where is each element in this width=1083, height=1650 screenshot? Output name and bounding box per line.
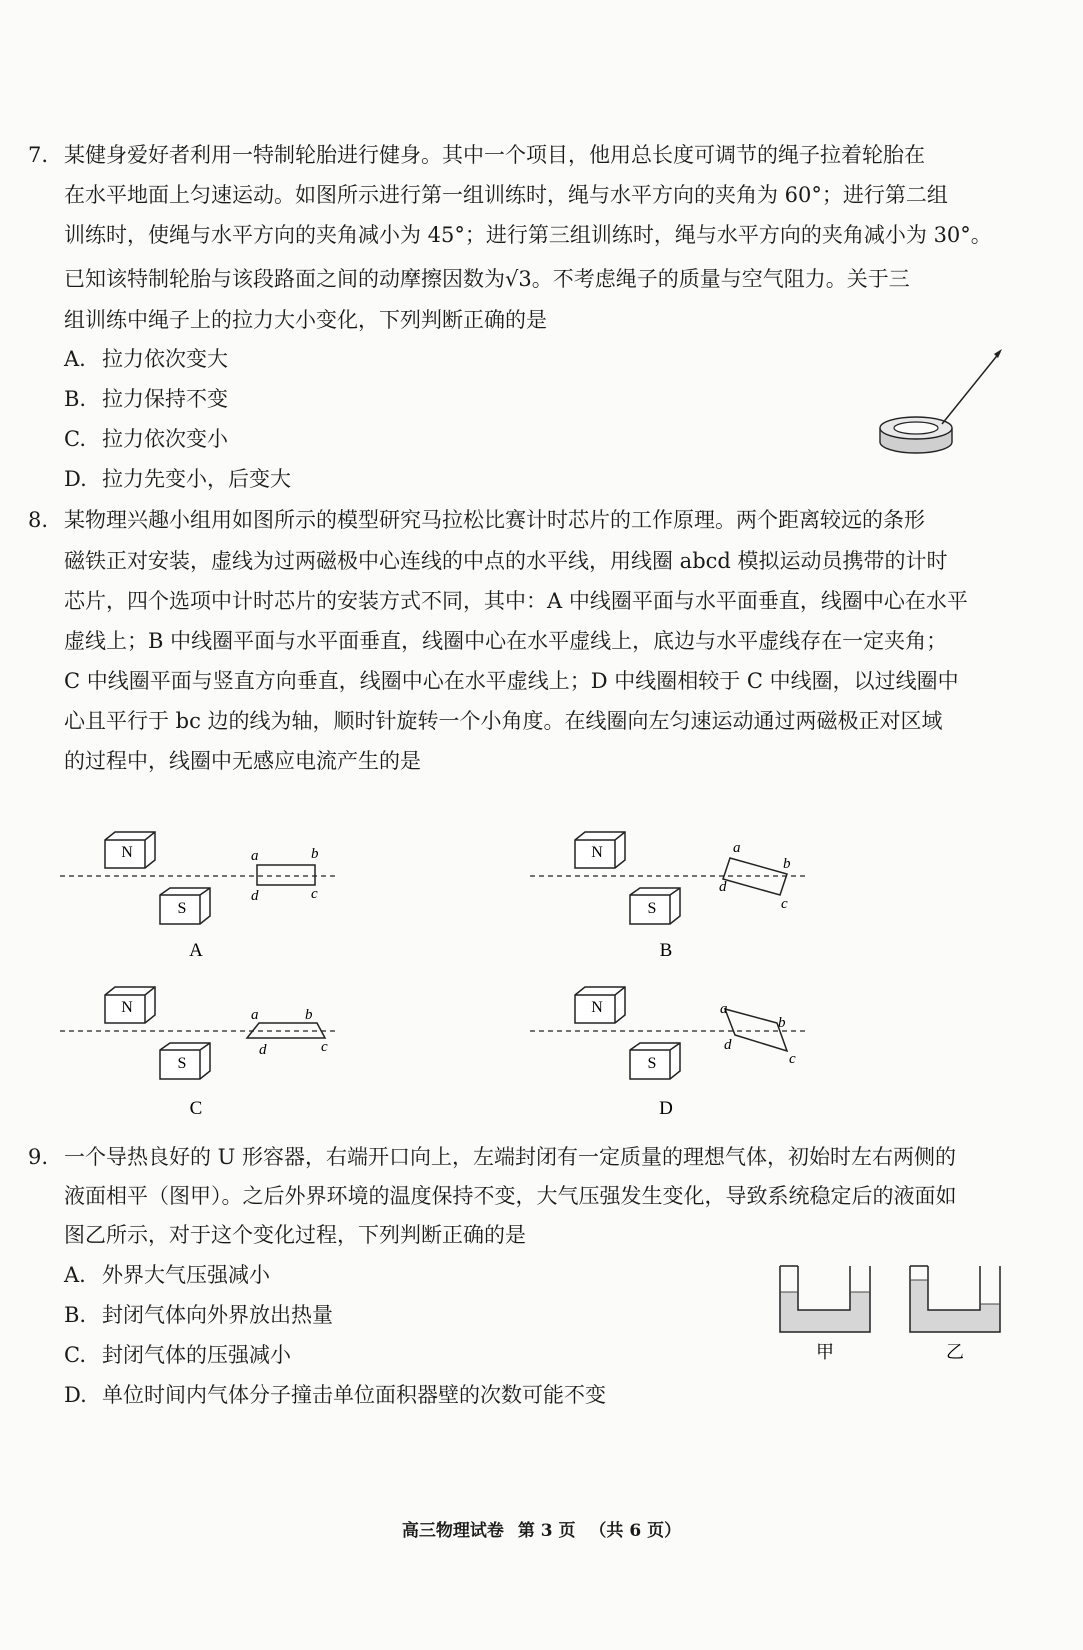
north-magnet — [105, 987, 155, 1023]
figure-label-yi: 乙 — [946, 1342, 964, 1362]
question-7-line-4: 已知该特制轮胎与该段路面之间的动摩擦因数为√3。不考虑绳子的质量与空气阻力。关于三 — [64, 267, 910, 291]
south-magnet — [160, 888, 210, 924]
south-magnet — [160, 1043, 210, 1079]
question-8-line-2: 磁铁正对安装，虚线为过两磁极中心连线的中点的水平线，用线圈 abcd 模拟运动员携带的计时 — [64, 549, 948, 573]
question-9-number: 9. — [28, 1145, 49, 1169]
corner-label-c: c — [789, 1051, 796, 1067]
tire-rope-figure — [870, 340, 1020, 460]
corner-label-a: a — [251, 848, 259, 864]
question-8-line-7: 的过程中，线圈中无感应电流产生的是 — [64, 749, 421, 773]
question-7-line-5: 组训练中绳子上的拉力大小变化，下列判断正确的是 — [64, 308, 547, 332]
south-magnet — [630, 1043, 680, 1079]
corner-label-c: c — [781, 896, 788, 912]
corner-label-a: a — [251, 1007, 259, 1023]
south-magnet — [630, 888, 680, 924]
question-8-number: 8. — [28, 508, 49, 532]
north-magnet — [575, 987, 625, 1023]
figure-label-jia: 甲 — [816, 1342, 834, 1362]
footer-total: （共 6 页） — [589, 1521, 682, 1541]
u-tube-figures — [770, 1260, 1020, 1375]
question-8-line-3: 芯片，四个选项中计时芯片的安装方式不同，其中：A 中线圈平面与水平面垂直，线圈中心在水平 — [64, 589, 968, 613]
corner-label-b: b — [778, 1015, 786, 1031]
corner-label-b: b — [783, 856, 791, 872]
question-9-line-2: 液面相平（图甲）。之后外界环境的温度保持不变，大气压强发生变化，导致系统稳定后的液面如 — [64, 1184, 957, 1208]
north-magnet — [105, 832, 155, 868]
corner-label-d: d — [251, 888, 259, 904]
figure-b — [525, 820, 815, 965]
magnet-north-label: N — [121, 844, 133, 861]
figure-caption-d: D — [659, 1098, 673, 1119]
rope-line — [942, 352, 1000, 424]
question-9-option-d: D. 单位时间内气体分子撞击单位面积器壁的次数可能不变 — [64, 1383, 606, 1407]
question-8-line-4: 虚线上；B 中线圈平面与水平面垂直，线圈中心在水平虚线上，底边与水平虚线存在一定夹角； — [64, 629, 948, 653]
corner-label-d: d — [719, 879, 727, 895]
corner-label-c: c — [311, 886, 318, 902]
question-9-option-b: B. 封闭气体向外界放出热量 — [64, 1303, 333, 1327]
figure-caption-a: A — [189, 940, 203, 961]
north-magnet — [575, 832, 625, 868]
figure-a — [55, 820, 345, 965]
corner-label-d: d — [259, 1042, 267, 1058]
magnet-north-label: N — [591, 999, 603, 1016]
question-9-option-a: A. 外界大气压强减小 — [64, 1263, 270, 1287]
question-7-number: 7. — [28, 143, 49, 167]
magnet-south-label: S — [647, 900, 657, 917]
corner-label-a: a — [733, 840, 741, 856]
question-7-option-d: D. 拉力先变小，后变大 — [64, 467, 291, 491]
u-tube-yi — [910, 1266, 1000, 1362]
u-tube-jia — [780, 1266, 870, 1362]
question-9-option-c: C. 封闭气体的压强减小 — [64, 1343, 291, 1367]
arrow-head-icon — [994, 349, 1002, 358]
footer-title: 高三物理试卷 — [401, 1521, 504, 1541]
question-8-line-1: 某物理兴趣小组用如图所示的模型研究马拉松比赛计时芯片的工作原理。两个距离较远的条形 — [64, 508, 925, 532]
question-7-option-a: A. 拉力依次变大 — [64, 347, 228, 371]
question-7-option-c: C. 拉力依次变小 — [64, 427, 228, 451]
magnet-north-label: N — [121, 999, 133, 1016]
corner-label-b: b — [311, 846, 319, 862]
question-7-option-b: B. 拉力保持不变 — [64, 387, 228, 411]
corner-label-a: a — [720, 1001, 728, 1017]
question-7-line-1: 某健身爱好者利用一特制轮胎进行健身。其中一个项目，他用总长度可调节的绳子拉着轮胎在 — [64, 143, 925, 167]
figure-caption-c: C — [189, 1098, 203, 1119]
figure-d — [525, 975, 815, 1120]
magnet-south-label: S — [177, 900, 187, 917]
corner-label-d: d — [724, 1037, 732, 1053]
magnet-north-label: N — [591, 844, 603, 861]
question-8-line-5: C 中线圈平面与竖直方向垂直，线圈中心在水平虚线上；D 中线圈相较于 C 中线圈，以过线圈中 — [64, 669, 959, 693]
question-9-line-3: 图乙所示，对于这个变化过程，下列判断正确的是 — [64, 1223, 526, 1247]
question-8-line-6: 心且平行于 bc 边的线为轴，顺时针旋转一个小角度。在线圈向左匀速运动通过两磁极正对区域 — [64, 709, 943, 733]
corner-label-b: b — [305, 1007, 313, 1023]
page-footer — [0, 1516, 1083, 1541]
question-7-line-2: 在水平地面上匀速运动。如图所示进行第一组训练时，绳与水平方向的夹角为 60°；进行第二组 — [64, 183, 948, 207]
tire-icon — [880, 417, 952, 453]
figure-c — [55, 975, 345, 1120]
question-9-line-1: 一个导热良好的 U 形容器，右端开口向上，左端封闭有一定质量的理想气体，初始时左右两侧的 — [64, 1145, 957, 1169]
footer-page: 第 3 页 — [517, 1521, 576, 1541]
magnet-south-label: S — [647, 1055, 657, 1072]
magnet-south-label: S — [177, 1055, 187, 1072]
coil-rect — [257, 865, 315, 885]
question-7-line-3: 训练时，使绳与水平方向的夹角减小为 45°；进行第三组训练时，绳与水平方向的夹角减小为 30°。 — [64, 223, 992, 247]
figure-caption-b: B — [659, 940, 673, 961]
corner-label-c: c — [321, 1039, 328, 1055]
